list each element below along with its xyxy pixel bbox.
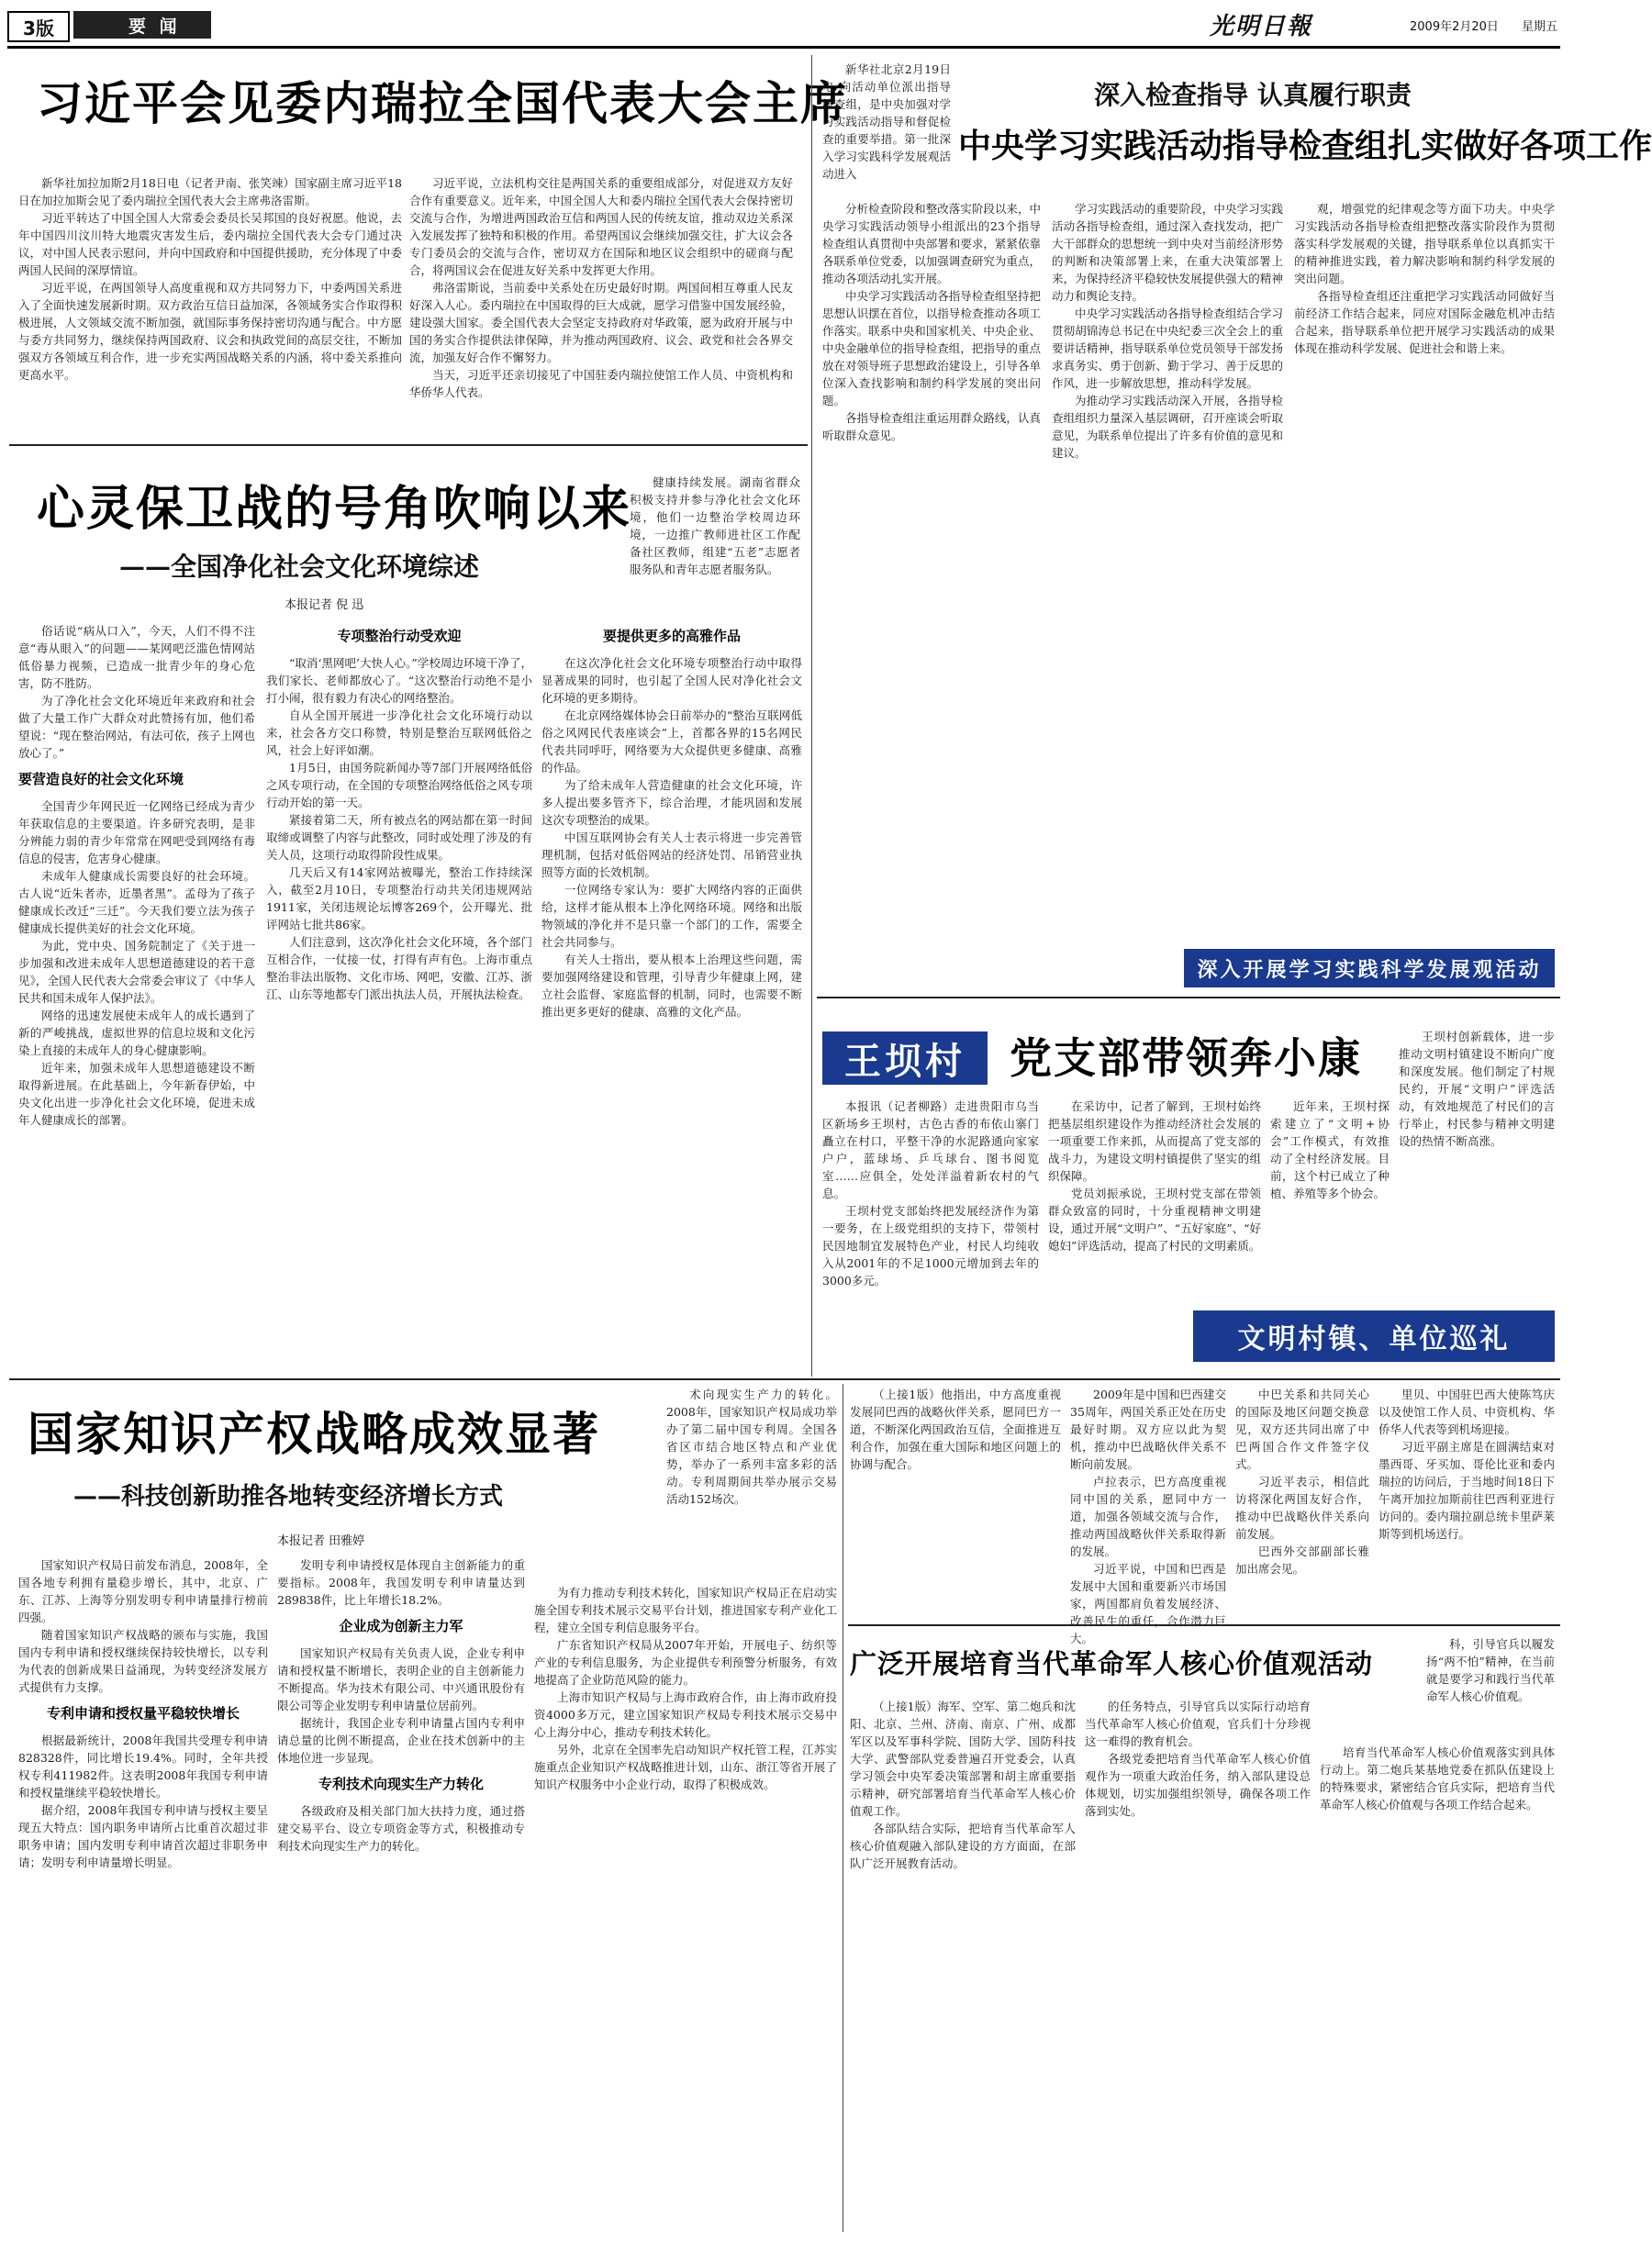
article3-para: 各指导检查组注重运用群众路线，认真听取群众意见。 bbox=[822, 411, 1041, 442]
article7-para: 各级党委把培育当代革命军人核心价值观作为一项重大政治任务，纳入部队建设总体规划，切实加强组织领导，确保各项工作落到实处。 bbox=[1085, 1752, 1311, 1818]
article2-para: 网络的迅速发展使未成年人的成长遇到了新的严峻挑战，虚拟世界的信息垃圾和文化污染上直接的未成年人的身心健康影响。 bbox=[18, 1009, 255, 1057]
article1-headline: 习近平会见委内瑞拉全国代表大会主席 bbox=[37, 76, 848, 130]
article3-divider bbox=[817, 997, 1560, 998]
article2-col1 bbox=[18, 622, 255, 1366]
article6-col3 bbox=[1235, 1386, 1369, 1615]
article3-para: 为推动学习实践活动深入开展，各指导检查组组织力量深入基层调研，召开座谈会听取意见，为联系单位提出了许多有价值的意见和建议。 bbox=[1052, 394, 1283, 460]
article3-para: 中央学习实践活动各指导检查组结合学习贯彻胡锦涛总书记在中央纪委三次全会上的重要讲话精神，指导联系单位党员领导干部发扬求真务实、勇于创新、勤于学习、善于反思的作风，进一步解放思想，推动科学发展。 bbox=[1052, 307, 1283, 390]
article2-para: 在这次净化社会文化环境专项整治行动中取得显著成果的同时，也引起了全国人民对净化社会文化环境的更多期待。 bbox=[541, 656, 802, 705]
article7-col5 bbox=[1426, 1635, 1555, 1736]
article5-para: 据介绍，2008年我国专利申请与授权主要呈现五大特点：国内职务申请所占比重首次超过非职务申请；国内发明专利申请首次超过非职务申请；发明专利申请量增长明显。 bbox=[18, 1803, 268, 1869]
article2-para: 俗话说“病从口入”，今天，人们不得不注意“毒从眼入”的问题——某网吧泛滥色情网站低俗暴力视频，已造成一批青少年的身心危害，防不胜防。 bbox=[18, 624, 255, 690]
article6-para: 中巴关系和共同关心的国际及地区问题交换意见，双方还共同出席了中巴两国合作文件签字仪式。 bbox=[1235, 1388, 1369, 1471]
article1-para: 弗洛雷斯说，当前委中关系处在历史最好时期。两国间相互尊重人民友好深入人心。委内瑞拉在中国取得的巨大成就，愿学习借鉴中国发展经验，建设强大国家。委全国代表大会坚定支持政府对华政策，愿为政府开展与中国的务实合作提供法律保障，并为推动两国政府、议会、政党和社会各界交流，加强友好合作不懈努力。 bbox=[409, 281, 793, 364]
article5-subtitle: ——科技创新助推各地转变经济增长方式 bbox=[73, 1483, 504, 1511]
article4-para: 王坝村党支部始终把发展经济作为第一要务，在上级党组织的支持下，带领村民因地制宜发展特色产业，村民人均纯收入从2001年的不足1000元增加到去年的3000多元。 bbox=[822, 1204, 1039, 1288]
article2-intro bbox=[630, 474, 800, 620]
article3-banner: 深入开展学习实践科学发展观活动 bbox=[1184, 949, 1555, 987]
article2-para: 为此，党中央、国务院制定了《关于进一步加强和改进未成年人思想道德建设的若干意见》，全国人民代表大会常委会审议了《中华人民共和国未成年人保护法》。 bbox=[18, 939, 255, 1005]
article3-para: 新华社北京2月19日电 向活动单位派出指导检查组，是中央加强对学习实践活动指导和督促检查的重要举措。第一批深入学习实践科学发展观活动进入 bbox=[822, 62, 951, 181]
article5-para: 各级政府及相关部门加大扶持力度，通过搭建交易平台、设立专项资金等方式，积极推动专利技术向现实生产力的转化。 bbox=[277, 1804, 525, 1853]
article6-col2 bbox=[1070, 1386, 1226, 1645]
article4-col3 bbox=[1270, 1098, 1390, 1299]
article6-para: 习近平表示，相信此访将深化两国友好合作，推动中巴战略伙伴关系向前发展。 bbox=[1235, 1475, 1369, 1541]
article6-para: 卢拉表示，巴方高度重视同中国的关系，愿同中方一道，加强各领域交流与合作，推动两国战略伙伴关系取得新的发展。 bbox=[1070, 1475, 1226, 1558]
article2-para: 近年来，加强未成年人思想道德建设不断取得新进展。在此基础上，今年新春伊始，中央文化出进一步净化社会文化环境，促进未成年人健康成长的部署。 bbox=[18, 1061, 255, 1127]
article3-col1 bbox=[822, 200, 1041, 980]
article5-para: 国家知识产权局日前发布消息，2008年，全国各地专利拥有量稳步增长，其中，北京、广东、江苏、上海等分别发明专利申请量排行榜前四强。 bbox=[18, 1558, 268, 1624]
article7-para: 各部队结合实际，把培育当代革命军人核心价值观融入部队建设的方方面面，在部队广泛开展教育活动。 bbox=[850, 1822, 1076, 1870]
article6-para: 里贝、中国驻巴西大使陈笃庆以及使馆工作人员、中资机构、华侨华人代表等到机场迎接。 bbox=[1379, 1388, 1555, 1436]
article5-col2 bbox=[277, 1556, 525, 2232]
article7-col3 bbox=[1320, 1744, 1555, 2232]
article2-para: 一位网络专家认为：要扩大网络内容的正面供给，这样才能从根本上净化网络环境。网络和出版物领域的净化并不是只靠一个部门的工作，需要全社会共同参与。 bbox=[541, 883, 802, 949]
article4-village-label: 王坝村 bbox=[822, 1031, 988, 1085]
issue-date: 2009年2月20日 bbox=[1410, 20, 1499, 34]
article7-para: 的任务特点，引导官兵以实际行动培育当代革命军人核心价值观，官兵们十分珍视这一难得的教育机会。 bbox=[1085, 1700, 1311, 1748]
article5-para: 广东省知识产权局从2007年开始，开展电子、纺织等产业的专利信息服务，为企业提供专利预警分析服务，有效地提高了企业防范风险的能力。 bbox=[534, 1638, 837, 1687]
article5-col1 bbox=[18, 1556, 268, 2232]
article6-para: （上接1版）他指出，中方高度重视发展同巴西的战略伙伴关系，愿同巴方一道，不断深化两国政治互信，全面推进互利合作，加强在重大国际和地区问题上的协调与配合。 bbox=[850, 1388, 1061, 1471]
article3-para: 学习实践活动的重要阶段，中央学习实践活动各指导检查组，通过深入查找发动，把广大干部群众的思想统一到中央对当前经济形势的判断和决策部署上来，在重大决策部署上来，为保持经济平稳较快发展提供强大的精神动力和舆论支持。 bbox=[1052, 202, 1283, 303]
article6-divider bbox=[848, 1624, 1560, 1626]
article4-col4 bbox=[1399, 1028, 1555, 1303]
article3-headline: 中央学习实践活动指导检查组扎实做好各项工作 bbox=[958, 127, 1652, 165]
masthead bbox=[7, 7, 1560, 42]
article1-para: 当天，习近平还亲切接见了中国驻委内瑞拉使馆工作人员、中资机构和华侨华人代表。 bbox=[409, 368, 793, 399]
issue-weekday: 星期五 bbox=[1522, 20, 1558, 34]
article3-para: 中央学习实践活动各指导检查组坚持把思想认识摆在首位，以指导检查推动各项工作落实。联系中央和国家机关、中央企业、中央金融单位的指导检查组，把指导的重点放在对领导班子思想政治建设上，引导各单位深入查找影响和制约科学发展的突出问题。 bbox=[822, 289, 1041, 407]
article6-para: 2009年是中国和巴西建交35周年，两国关系正处在历史最好时期。双方应以此为契机，推动中巴战略伙伴关系不断向前发展。 bbox=[1070, 1388, 1226, 1471]
article2-subheading: 要营造良好的社会文化环境 bbox=[18, 771, 184, 787]
article1-divider bbox=[9, 444, 808, 446]
article3-para: 分析检查阶段和整改落实阶段以来，中央学习实践活动领导小组派出的23个指导检查组认真贯彻中央部署和要求，紧紧依靠各联系单位党委，以加强调查研究为重点，推动各项活动扎实开展。 bbox=[822, 202, 1041, 285]
article2-para: 为了给未成年人营造健康的社会文化环境，许多人提出要多管齐下，综合治理，才能巩固和发展这次专项整治的成果。 bbox=[541, 778, 802, 827]
article4-para: 王坝村创新载体，进一步推动文明村镇建设不断向广度和深度发展。他们制定了村规民约，开展“文明户”评选活动，有效地规范了村民们的言行举止，村民参与精神文明建设的热情不断高涨。 bbox=[1399, 1030, 1555, 1148]
article2-headline: 心灵保卫战的号角吹响以来 bbox=[37, 481, 632, 537]
article2-para: 紧接着第二天，所有被点名的网站都在第一时间取缔或调整了内容与此整改，同时或处理了涉及的有关人员，这项行动取得阶段性成果。 bbox=[266, 813, 532, 862]
article5-para: 随着国家知识产权战略的颁布与实施，我国国内专利申请和授权继续保持较快增长，以专利为代表的创新成果日益涌现，为转变经济发展方式提供有力支撑。 bbox=[18, 1628, 268, 1694]
article6-para: 习近平副主席是在圆满结束对墨西哥、牙买加、哥伦比亚和委内瑞拉的访问后，于当地时间18日下午离开加拉加斯前往巴西利亚进行访问的。委内瑞拉副总统卡里萨莱斯等到机场送行。 bbox=[1379, 1440, 1555, 1541]
article3-para: 观，增强党的纪律观念等方面下功夫。中央学习实践活动各指导检查组把整改落实阶段作为贯彻落实科学发展观的关键，指导联系单位以真抓实干的精神推进实践，着力解决影响和制约科学发展的突出问题。 bbox=[1294, 202, 1555, 285]
masthead-rule bbox=[7, 46, 1560, 49]
article5-para: 发明专利申请授权是体现自主创新能力的重要指标。2008年，我国发明专利申请量达到289838件，比上年增长18.2%。 bbox=[277, 1558, 525, 1607]
article4-para: 在采访中，记者了解到，王坝村始终把基层组织建设作为推动经济社会发展的一项重要工作来抓，从而提高了党支部的战斗力，为建设文明村镇提供了坚实的组织保障。 bbox=[1048, 1099, 1261, 1183]
article3-col3 bbox=[1294, 200, 1555, 916]
article3-kicker: 深入检查指导 认真履行职责 bbox=[1094, 80, 1412, 110]
article5-para: 国家知识产权局有关负责人说，企业专利申请和授权量不断增长，表明企业的自主创新能力不断提高。华为技术有限公司、中兴通讯股份有限公司等企业发明专利申请量位居前列。 bbox=[277, 1646, 525, 1712]
article3-para: 各指导检查组还注重把学习实践活动同做好当前经济工作结合起来，同应对国际金融危机冲击结合起来，指导联系单位把开展学习实践活动的成果体现在推动科学发展、促进社会和谐上来。 bbox=[1294, 289, 1555, 355]
article5-headline: 国家知识产权战略成效显著 bbox=[28, 1407, 600, 1461]
article2-para: 全国青少年网民近一亿网络已经成为青少年获取信息的主要渠道。许多研究表明，是非分辨能力弱的青少年常常在网吧受到网络有毒信息的侵害，危害身心健康。 bbox=[18, 799, 255, 865]
article2-para: 为了净化社会文化环境近年来政府和社会做了大量工作广大群众对此赞扬有加，他们希望说：“现在整治网站，有法可依，孩子上网也放心了。” bbox=[18, 694, 255, 760]
article5-para: 为有力推动专利技术转化，国家知识产权局正在启动实施全国专利技术展示交易平台计划，推进国家专利产业化工程，建立全国专利信息服务平台。 bbox=[534, 1586, 837, 1634]
article6-para: 巴西外交部副部长雅加出席会见。 bbox=[1235, 1544, 1369, 1576]
article7-para: （上接1版）海军、空军、第二炮兵和沈阳、北京、兰州、济南、南京、广州、成都军区以及军事科学院、国防大学、国防科技大学、武警部队党委普遍召开党委会，认真学习领会中央军委决策部署和胡主席重要指示精神，研究部署培育当代革命军人核心价值观工作。 bbox=[850, 1700, 1076, 1818]
article1-body-col2 bbox=[409, 174, 793, 431]
article4-headline: 党支部带领奔小康 bbox=[1010, 1033, 1362, 1083]
article7-para: 培育当代革命军人核心价值观落实到具体行动上。第二炮兵某基地党委在抓队伍建设上的特殊要求，紧密结合官兵实际，把培育当代革命军人核心价值观与各项工作结合起来。 bbox=[1320, 1745, 1555, 1812]
column-divider bbox=[811, 55, 812, 1377]
middle-divider bbox=[9, 1378, 1560, 1380]
article6-col1 bbox=[850, 1386, 1061, 1615]
article4-col1 bbox=[822, 1098, 1039, 1364]
article4-banner: 文明村镇、单位巡礼 bbox=[1193, 1310, 1555, 1362]
article7-headline: 广泛开展培育当代革命军人核心价值观活动 bbox=[850, 1648, 1374, 1679]
article4-para: 党员刘振承说，王坝村党支部在带领群众致富的同时，十分重视精神文明建设，通过开展“文明户”、“五好家庭”、“好媳妇”评选活动，提高了村民的文明素质。 bbox=[1048, 1187, 1261, 1253]
article7-col2 bbox=[1085, 1698, 1311, 2232]
article5-para: 根据最新统计，2008年我国共受理专利申请828328件，同比增长19.4%。同时，全年共授权专利411982件。这表明2008年我国专利申请和授权量继续平稳较快增长。 bbox=[18, 1734, 268, 1800]
article2-para: 人们注意到，这次净化社会文化环境，各个部门互相合作，一仗接一仗，打得有声有色。上海市重点整治非法出版物、文化市场、网吧，安徽、江苏、浙江、山东等地都专门派出执法人员，开展执法检查。 bbox=[266, 935, 532, 1001]
article1-para: 新华社加拉加斯2月18日电（记者尹南、张笑竦）国家副主席习近平18日在加拉加斯会见了委内瑞拉全国代表大会主席弗洛雷斯。 bbox=[18, 176, 402, 207]
article2-para: 有关人士指出，要从根本上治理这些问题，需要加强网络建设和管理，引导青少年健康上网，建立社会监督、家庭监督的机制，同时，也需要不断推出更多更好的健康、高雅的文化产品。 bbox=[541, 953, 802, 1019]
article5-para: 上海市知识产权局与上海市政府合作，由上海市政府投资4000多万元，建立国家知识产权局专利技术展示交易中心上海分中心，推动专利技术转化。 bbox=[534, 1690, 837, 1739]
article5-subheading: 专利申请和授权量平稳较快增长 bbox=[46, 1705, 240, 1722]
article5-para: 另外，北京在全国率先启动知识产权托管工程，江苏实施重点企业知识产权战略推进计划，山东、浙江等省开展了知识产权服务中小企业行动，取得了积极成效。 bbox=[534, 1743, 837, 1791]
article2-para: 1月5日，由国务院新闻办等7部门开展网络低俗之风专项行动，在全国的专项整治网络低俗之风专项行动开始的第一天。 bbox=[266, 761, 532, 809]
article3-col2 bbox=[1052, 200, 1283, 980]
article5-intro bbox=[666, 1386, 837, 1578]
article5-para: 术向现实生产力的转化。2008年，国家知识产权局成功举办了第二届中国专利周。全国各省区市结合地区特点和产业优势，举办了一系列丰富多彩的活动。专利周期间共举办展示交易活动152场次。 bbox=[666, 1388, 837, 1506]
article2-byline: 本报记者 倪 迅 bbox=[285, 598, 364, 612]
article1-para: 习近平说，立法机构交往是两国关系的重要组成部分，对促进双方友好合作有重要意义。近年来，中国全国人大和委内瑞拉全国代表大会保持密切交流与合作，为增进两国政治互信和两国人民的传统友谊，推动双边关系深入发展发挥了独特和积极的作用。希望两国议会继续加强交往，扩大议会各专门委员会的交流与合作，密切双方在国际和地区议会组织中的磋商与配合，将两国议会在促进友好关系中发挥更大作用。 bbox=[409, 176, 793, 277]
article6-para: 习近平说，中国和巴西是发展中大国和重要新兴市场国家，两国都肩负着发展经济、改善民生的重任，合作潜力巨大。 bbox=[1070, 1562, 1226, 1645]
page-number: 3版 bbox=[7, 11, 70, 42]
article5-byline: 本报记者 田雅婷 bbox=[277, 1534, 365, 1548]
article2-para: “取消‘黑网吧’大快人心。”学校周边环境干净了，我们家长、老师都放心了。“这次整治行动绝不是小打小闹，很有毅力有决心的网络整治。 bbox=[266, 656, 532, 705]
article1-body bbox=[18, 174, 402, 431]
article2-para: 未成年人健康成长需要良好的社会环境。古人说“近朱者赤，近墨者黑”。孟母为了孩子健康成长改迁“三迁”。今天我们要立法为孩子健康成长提供美好的社会文化环境。 bbox=[18, 869, 255, 935]
newspaper-logo: 光明日報 bbox=[1210, 13, 1313, 40]
article2-subheading: 要提供更多的高雅作品 bbox=[602, 628, 741, 644]
article2-col3 bbox=[541, 622, 802, 1366]
article2-subheading: 专项整治行动受欢迎 bbox=[337, 628, 462, 644]
article3-intro bbox=[822, 61, 951, 198]
article2-col2 bbox=[266, 622, 532, 1366]
article1-para: 习近平转达了中国全国人大常委会委员长吴邦国的良好祝愿。他说，去年中国四川汶川特大地震灾害发生后，委内瑞拉全国代表大会专门通过决议，对中国人民表示慰问，并向中国政府和中国提供援助，充分体现了中委两国人民间的深厚情谊。 bbox=[18, 211, 402, 277]
article1-para: 习近平说，在两国领导人高度重视和双方共同努力下，中委两国关系进入了全面快速发展新时期。双方政治互信日益加深，各领域务实合作取得积极进展，人文领域交流不断加强，就国际事务保持密切沟通与配合。中方愿与委方共同努力，继续保持两国政府、议会和执政党间的高层交往，不断加强双方各领域互利合作，进一步充实两国战略关系的内涵，将中委关系推向更高水平。 bbox=[18, 281, 402, 382]
article5-col3 bbox=[534, 1584, 837, 2232]
article2-para: 自从全国开展进一步净化社会文化环境行动以来，社会各方交口称赞，特别是整治互联网低俗之风，社会上好评如潮。 bbox=[266, 708, 532, 757]
article2-para: 几天后又有14家网站被曝光，整治工作持续深入，截至2月10日，专项整治行动共关闭违规网站1911家，关闭违规论坛博客269个，公开曝光、批评网站七批共86家。 bbox=[266, 865, 532, 931]
article4-para: 本报讯（记者柳路）走进贵阳市乌当区新场乡王坝村，古色古香的布依山寨门矗立在村口，平整干净的水泥路通向家家户户，蓝球场、乒乓球台、图书阅览室……应俱全，处处洋溢着新农村的气息。 bbox=[822, 1099, 1039, 1200]
article5-subheading: 企业成为创新主力军 bbox=[339, 1618, 463, 1634]
article2-para: 健康持续发展。湖南省群众积极支持并参与净化社会文化环境，他们一边整治学校周边环境，一边推广教师进社区工作配备社区教师，组建“五老”志愿者服务队和青年志愿者服务队。 bbox=[630, 475, 800, 576]
article2-para: 中国互联网协会有关人士表示将进一步完善管理机制，包括对低俗网站的经济处罚、吊销营业执照等方面的长效机制。 bbox=[541, 831, 802, 879]
article2-subtitle: ——全国净化社会文化环境综述 bbox=[119, 552, 480, 582]
article6-col4 bbox=[1379, 1386, 1555, 1615]
article4-para: 近年来，王坝村探索建立了“文明+协会”工作模式，有效推动了全村经济发展。目前，这个村已成立了种植、养殖等多个协会。 bbox=[1270, 1099, 1390, 1200]
article7-col1 bbox=[850, 1698, 1076, 2232]
article2-para: 在北京网络媒体协会日前举办的“整治互联网低俗之风网民代表座谈会”上，首都各界的15名网民代表共同呼吁，网络要为大众提供更多健康、高雅的作品。 bbox=[541, 708, 802, 775]
article5-subheading: 专利技术向现实生产力转化 bbox=[318, 1776, 484, 1792]
article5-para: 据统计，我国企业专利申请量占国内专利申请总量的比例不断提高，企业在技术创新中的主体地位进一步显现。 bbox=[277, 1716, 525, 1765]
article7-para: 科，引导官兵以履发扬“两不怕”精神，在当前就是要学习和践行当代革命军人核心价值观。 bbox=[1426, 1637, 1555, 1703]
section-label: 要 闻 bbox=[73, 11, 211, 39]
